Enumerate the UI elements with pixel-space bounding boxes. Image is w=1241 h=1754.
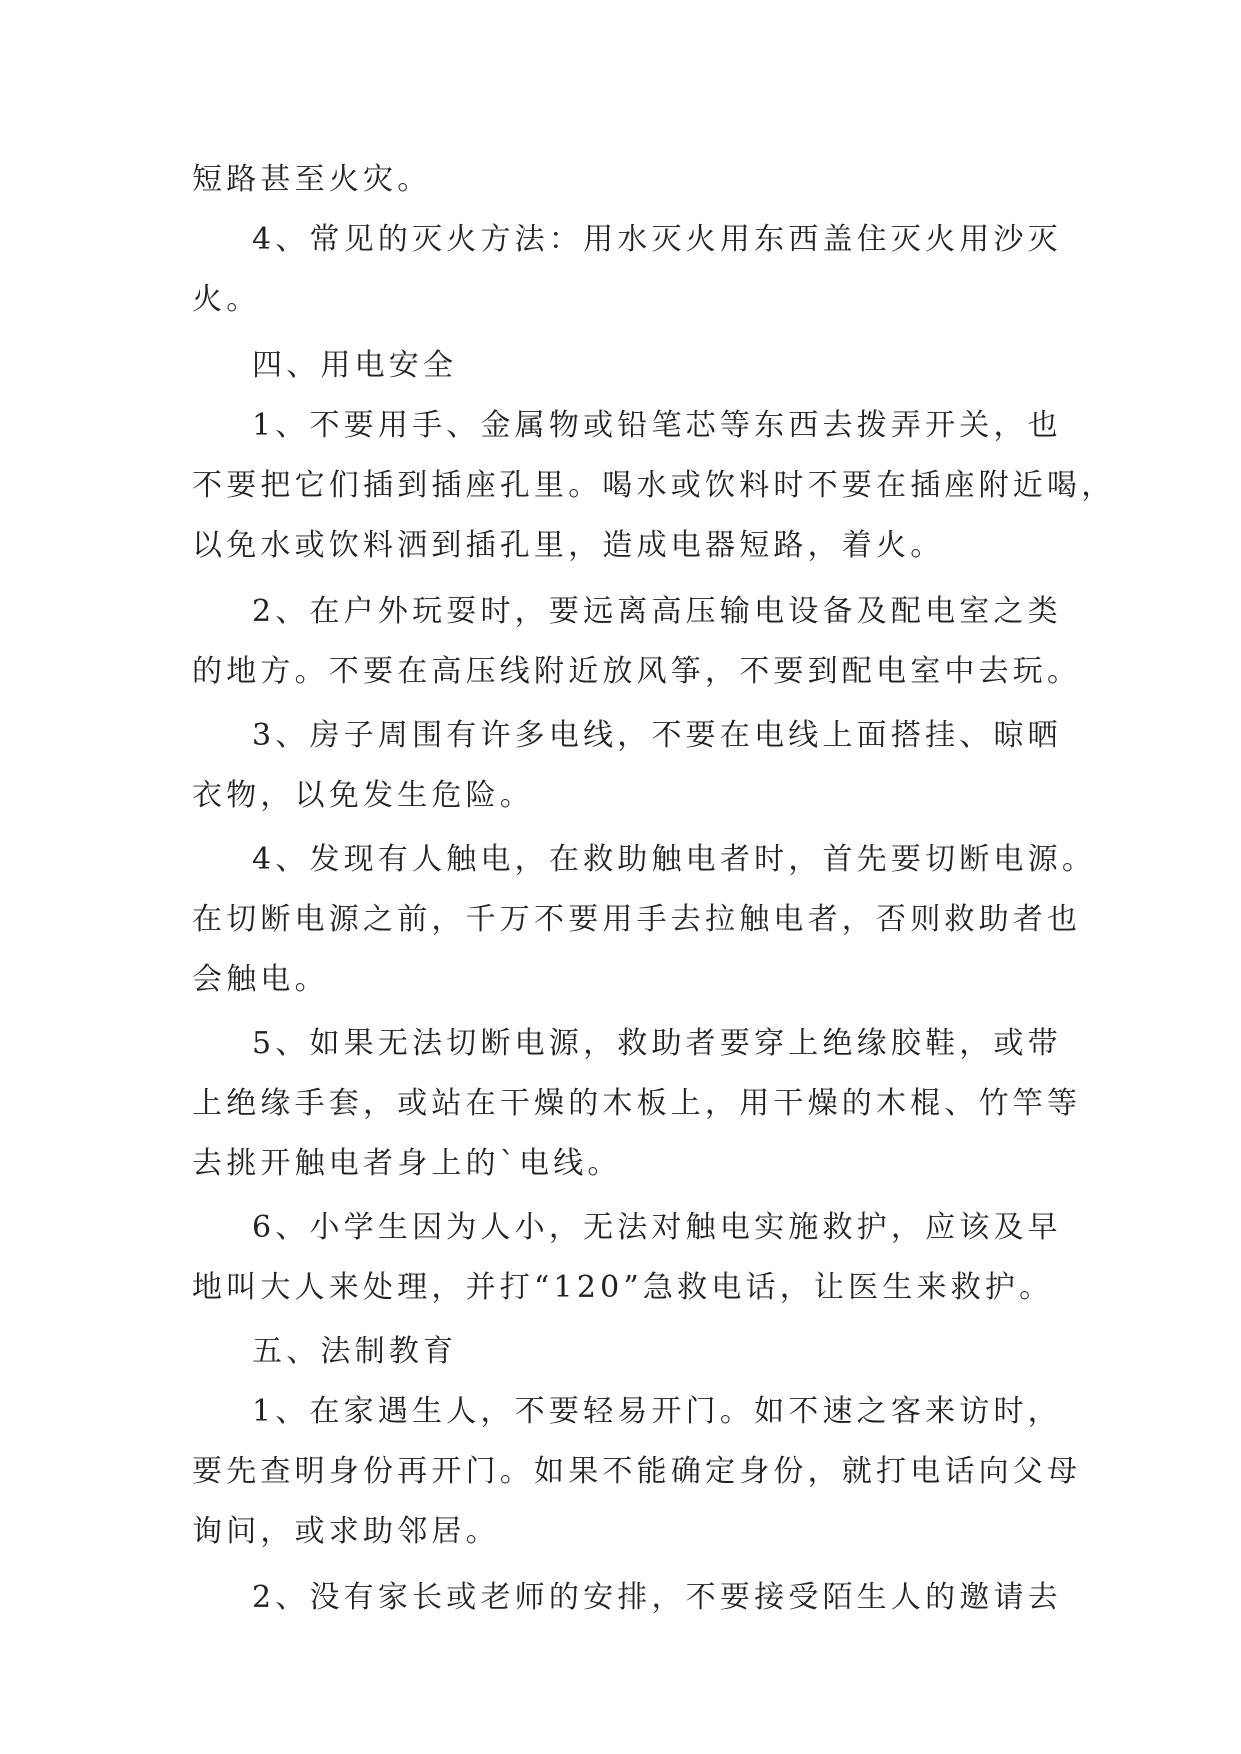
text-line: 火。 xyxy=(192,282,261,317)
text-line: 2、在户外玩耍时，要远离高压输电设备及配电室之类 xyxy=(252,594,1062,629)
text-line: 短路甚至火灾。 xyxy=(192,162,432,197)
text-line: 要先查明身份再开门。如果不能确定身份，就打电话向父母 xyxy=(192,1454,1082,1489)
text-line: 去挑开触电者身上的`电线。 xyxy=(192,1146,622,1181)
text-line: 1、在家遇生人，不要轻易开门。如不速之客来访时， xyxy=(252,1394,1062,1429)
text-line: 4、常见的灭火方法：用水灭火用东西盖住灭火用沙灭 xyxy=(252,222,1062,257)
text-line: 上绝缘手套，或站在干燥的木板上，用干燥的木棍、竹竿等 xyxy=(192,1086,1082,1121)
text-line: 3、房子周围有许多电线，不要在电线上面搭挂、晾晒 xyxy=(252,718,1062,753)
text-line: 地叫大人来处理，并打“120”急救电话，让医生来救护。 xyxy=(192,1270,1054,1305)
text-line: 5、如果无法切断电源，救助者要穿上绝缘胶鞋，或带 xyxy=(252,1026,1062,1061)
text-line: 询问，或求助邻居。 xyxy=(192,1514,500,1549)
text-line: 1、不要用手、金属物或铅笔芯等东西去拨弄开关，也 xyxy=(252,408,1062,443)
text-line: 以免水或饮料洒到插孔里，造成电器短路，着火。 xyxy=(192,528,945,563)
section-heading: 四、用电安全 xyxy=(252,348,458,383)
text-line: 衣物，以免发生危险。 xyxy=(192,778,534,813)
text-line: 不要把它们插到插座孔里。喝水或饮料时不要在插座附近喝， xyxy=(192,468,1116,503)
text-line: 6、小学生因为人小，无法对触电实施救护，应该及早 xyxy=(252,1210,1062,1245)
text-line: 2、没有家长或老师的安排，不要接受陌生人的邀请去 xyxy=(252,1580,1062,1615)
text-line: 4、发现有人触电，在救助触电者时，首先要切断电源。 xyxy=(252,842,1097,877)
text-line: 会触电。 xyxy=(192,962,329,997)
text-line: 在切断电源之前，千万不要用手去拉触电者，否则救助者也 xyxy=(192,902,1082,937)
section-heading: 五、法制教育 xyxy=(252,1334,458,1369)
text-line: 的地方。不要在高压线附近放风筝，不要到配电室中去玩。 xyxy=(192,654,1082,689)
